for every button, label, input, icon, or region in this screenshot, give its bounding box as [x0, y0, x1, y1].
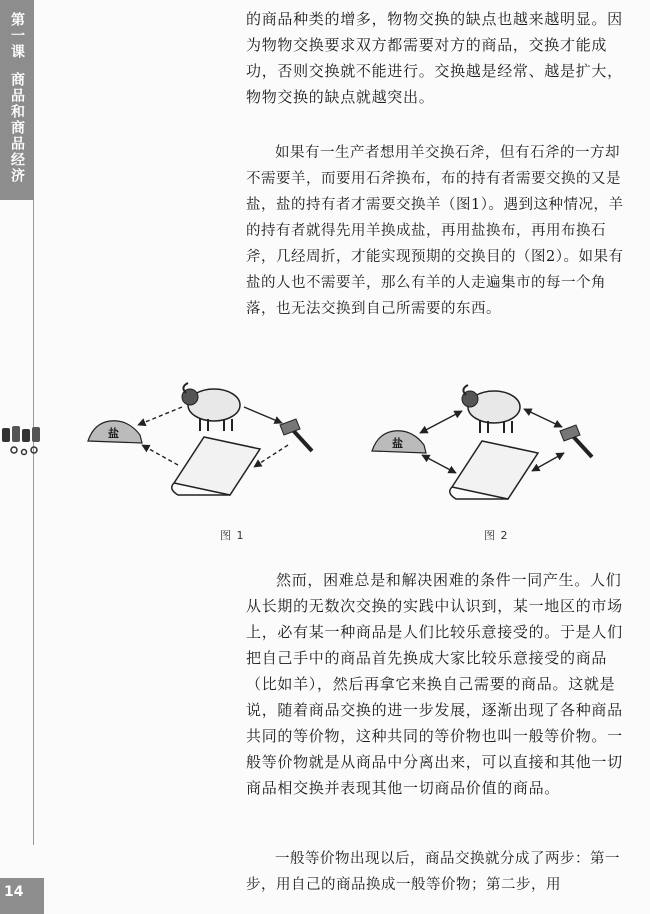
salt-pile-icon: [88, 421, 142, 443]
figure-2-barter-chain: [362, 375, 632, 505]
cloth-icon: [172, 437, 260, 495]
sidebar: [0, 0, 34, 914]
salt-pile-icon: [372, 431, 426, 453]
margin-rule: [33, 200, 34, 845]
figure-1-caption: 图 1: [220, 529, 245, 542]
paragraph-2: 如果有一生产者想用羊交换石斧，但有石斧的一方却不需要羊，而要用石斧换布，布的持有者需要交换的又是盐，盐的持有者才需要交换羊（图1）。遇到这种情况，羊的持有者就得先用羊换成盐，再用盐换布，再用布换石斧，几经周折，才能实现预期的交换目的（图2）。如果有盐的人也不需要羊，那么有羊的人走遍集市的每一个角落，也无法交换到自己所需要的东西。: [246, 145, 624, 317]
sheep-icon: [182, 383, 240, 431]
chapter-name: 商品和商品经济: [9, 72, 25, 184]
figure-2-caption: 图 2: [484, 529, 509, 542]
margin-logo-icon: [0, 420, 48, 460]
stone-axe-icon: [280, 419, 312, 451]
cloth-icon: [450, 441, 538, 499]
sheep-icon: [462, 385, 520, 433]
page-number: 14: [4, 884, 24, 900]
chapter-title: [6, 12, 28, 184]
chapter-number: 第一课: [9, 12, 25, 60]
salt-label: 盐: [108, 427, 119, 440]
paragraph-3: 然而，困难总是和解决困难的条件一同产生。人们从长期的无数次交换的实践中认识到，某一地区的市场上，必有某一种商品是人们比较乐意接受的。于是人们把自己手中的商品首先换成大家比较乐意接受的商品（比如羊），然后再拿它来换自己需要的商品。这就是说，随着商品交换的进一步发展，逐渐出现了各种商品共同的等价物，这种共同的等价物也叫一般等价物。一般等价物就是从商品中分离出来，可以直接和其他一切商品相交换并表现其他一切商品价值的商品。: [246, 571, 623, 797]
paragraph-4: 一般等价物出现以后，商品交换就分成了两步：第一步，用自己的商品换成一般等价物；第二步，用: [246, 851, 620, 893]
stone-axe-icon: [560, 425, 592, 457]
paragraph-1: 的商品种类的增多，物物交换的缺点也越来越明显。因为物物交换要求双方都需要对方的商品，交换才能成功，否则交换就不能进行。交换越是经常、越是扩大，物物交换的缺点就越突出。: [246, 10, 623, 106]
chapter-strip: [0, 0, 34, 200]
salt-label: 盐: [392, 437, 403, 450]
figure-1-barter-chain: [82, 375, 352, 505]
